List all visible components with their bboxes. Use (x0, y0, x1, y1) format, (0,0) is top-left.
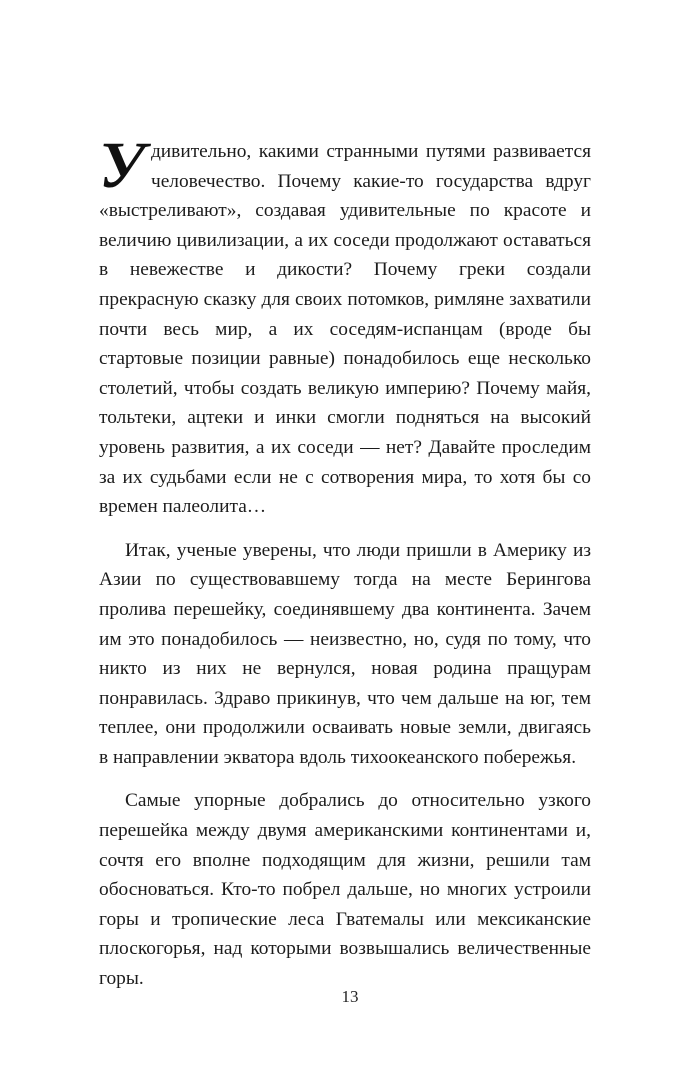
paragraph-2: Итак, ученые уверены, что люди пришли в Америку из Азии по существовавшему тогда на месте Берингова пролива перешейку, соединявшему два континента. Зачем им это понадобилось — неизвестно, но, судя по тому, что никто из них не вернулся, новая родина пращурам понравилась. Здраво прикинув, что чем дальше на юг, тем теплее, они продолжили осваивать новые земли, двигаясь в направлении экватора вдоль тихоокеанского побережья. (99, 539, 591, 768)
paragraph-3: Самые упорные добрались до относительно узкого перешейка между двумя американскими континентами и, сочтя его вполне подходящим для жизни, решили там обосноваться. Кто-то побрел дальше, но многих устроили горы и тропические леса Гватемалы или мексиканские плоскогорья, над которыми возвышались величественные горы. (99, 790, 591, 990)
page-body (99, 129, 591, 994)
paragraph-1 (99, 129, 591, 522)
page-number: 13 (341, 987, 359, 1006)
drop-cap: У (99, 129, 145, 202)
paragraph-1-text: дивительно, какими странными путями развивается человечество. Почему какие-то государства вдруг «выстреливают», создавая удивительные по красоте и величию цивилизации, а их соседи продолжают оставаться в невежестве и дикости? Почему греки создали прекрасную сказку для своих потомков, римляне захватили почти весь мир, а их соседям-испанцам (вроде бы стартовые позиции равные) понадобилось еще несколько столетий, чтобы создать великую империю? Почему майя, тольтеки, ацтеки и инки смогли подняться на высокий уровень развития, а их соседи — нет? Давайте проследим за их судьбами если не с сотворения мира, то хотя бы со времен палеолита… (99, 141, 591, 518)
